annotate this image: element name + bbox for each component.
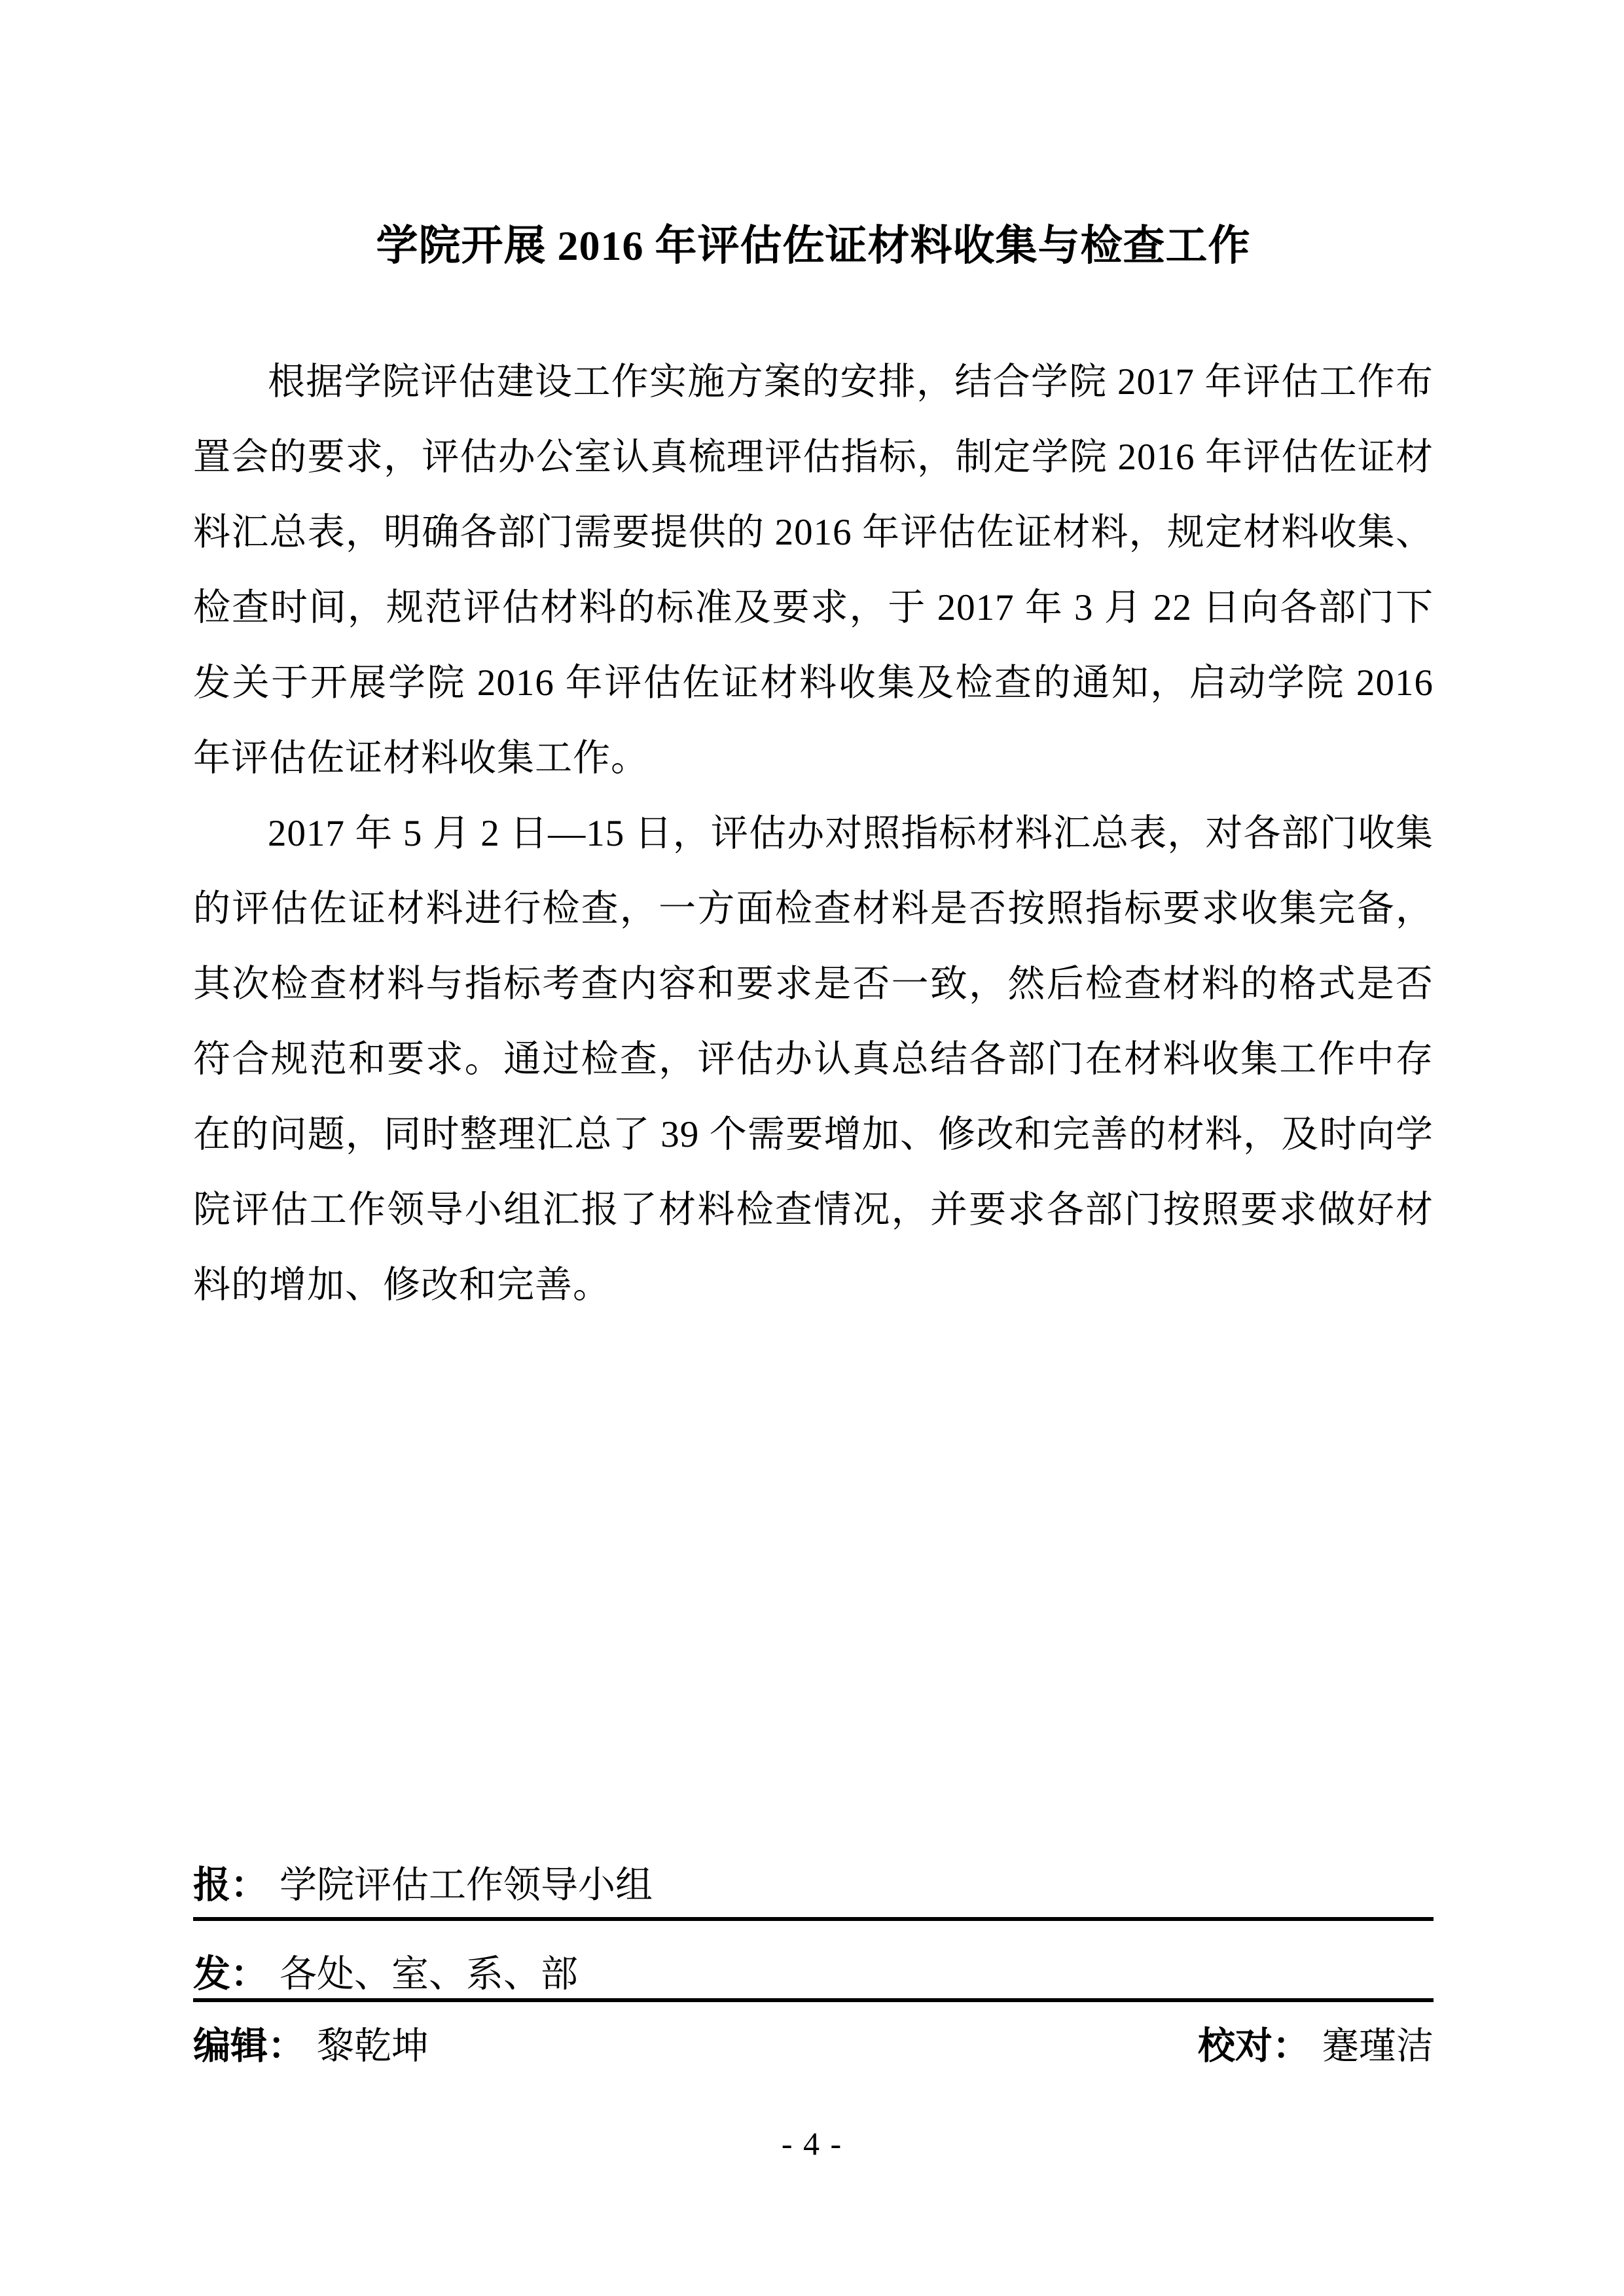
- editor-label: 编辑：: [193, 2026, 305, 2067]
- credits-line: [193, 2025, 1434, 2068]
- document-title: 学院开展 2016 年评估佐证材料收集与检查工作: [376, 223, 1251, 269]
- distribution-label: 发：: [193, 1954, 268, 1995]
- editor-value: 黎乾坤: [317, 2026, 429, 2067]
- report-to-value: 学院评估工作领导小组: [280, 1865, 653, 1906]
- body-paragraph-2: 2017 年 5 月 2 日—15 日，评估办对照指标材料汇总表，对各部门收集的评估佐证材料进行检查，一方面检查材料是否按照指标要求收集完备，其次检查材料与指标考查内容和要求是否一致，然后检查材料的格式是否符合规范和要求。通过检查，评估办认真总结各部门在材料收集工作中存在的问题，同时整理汇总了 39 个需要增加、修改和完善的材料，及时向学院评估工作领导小组汇报了材料检查情况，并要求各部门按照要求做好材料的增加、修改和完善。: [193, 813, 1434, 1306]
- proofreader-label: 校对：: [1198, 2026, 1310, 2067]
- document-body: [193, 344, 1434, 1323]
- report-to-label: 报：: [193, 1865, 268, 1906]
- divider-line-bottom: [193, 1998, 1434, 2002]
- body-paragraph-1: 根据学院评估建设工作实施方案的安排，结合学院 2017 年评估工作布置会的要求，评估办公室认真梳理评估指标，制定学院 2016 年评估佐证材料汇总表，明确各部门需要提供的 2016 年评估佐证材料，规定材料收集、检查时间，规范评估材料的标准及要求，于 2017 年 3 月 22 日向各部门下发关于开展学院 2016 年评估佐证材料收集及检查的通知，启动学院 2016 年评估佐证材料收集工作。: [193, 361, 1434, 779]
- report-to-line: [193, 1864, 1434, 1907]
- distribution-line: [193, 1953, 1434, 1996]
- editor-item: [193, 2025, 429, 2068]
- distribution-value: 各处、室、系、部: [280, 1954, 578, 1995]
- page-number: - 4 -: [781, 2125, 843, 2162]
- proofreader-value: 蹇瑾洁: [1322, 2026, 1434, 2067]
- proofreader-item: [1198, 2025, 1434, 2068]
- divider-line-top: [193, 1917, 1434, 1921]
